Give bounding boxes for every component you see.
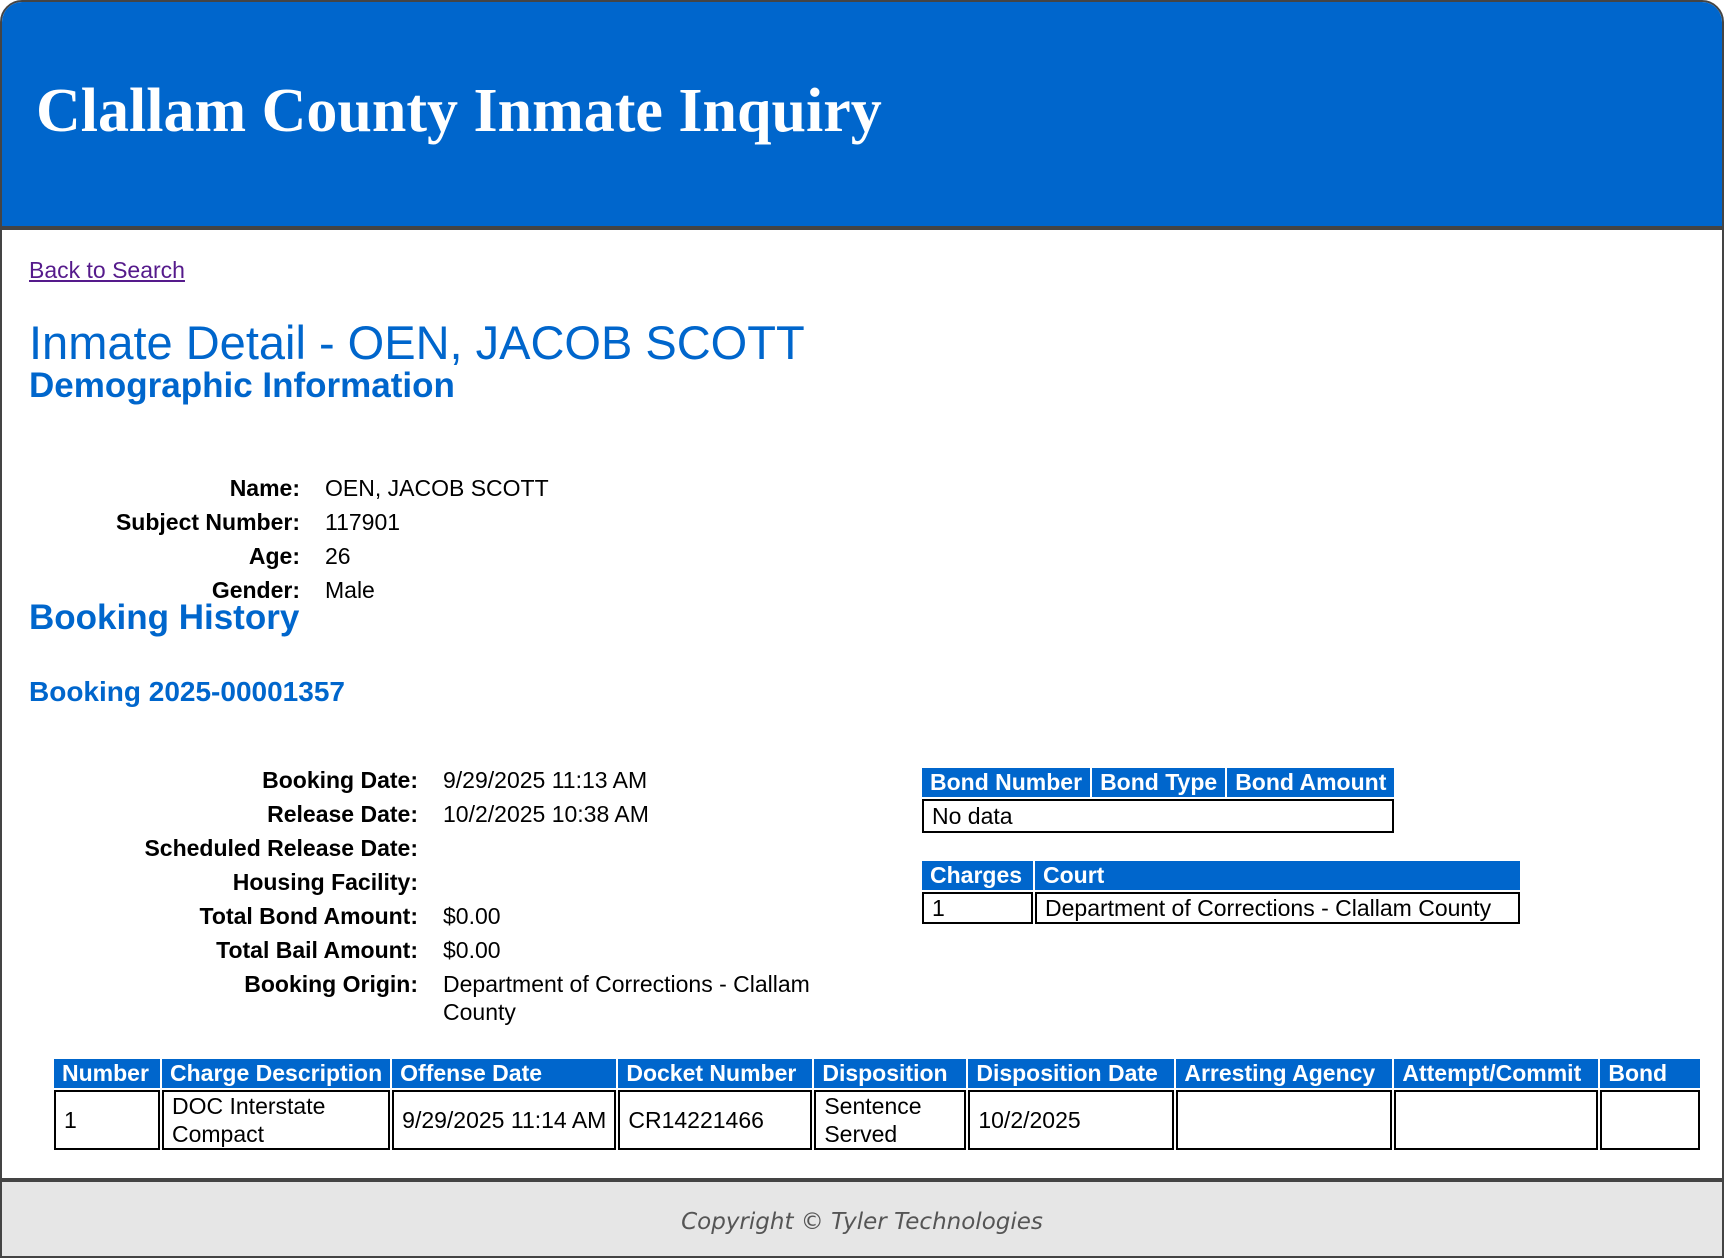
field-label: Scheduled Release Date: [144,835,418,861]
field-value: OEN, JACOB SCOTT [325,475,549,501]
arresting-agency-cell [1176,1090,1392,1150]
site-title: Clallam County Inmate Inquiry [36,77,882,145]
field-label: Release Date: [267,801,418,827]
no-data-cell: No data [922,799,1394,833]
field-value: $0.00 [443,903,501,929]
column-header: Docket Number [618,1059,812,1088]
back-to-search-link[interactable]: Back to Search [29,257,185,283]
column-header: Bond Number [922,768,1090,797]
column-header: Attempt/Commit [1394,1059,1598,1088]
field-label: Housing Facility: [232,869,418,895]
column-header: Disposition [814,1059,966,1088]
field-value: Male [325,577,375,603]
booking-history-title: Booking History [29,598,300,637]
column-header: Charges [922,861,1033,890]
column-header: Arresting Agency [1176,1059,1392,1088]
charges-cell: 1 [922,892,1033,924]
cell-line: Sentence [824,1093,922,1119]
site-header [2,2,1722,230]
column-header: Offense Date [392,1059,616,1088]
court-table [920,859,1522,926]
field-label: Booking Date: [262,767,418,793]
table-row [922,892,1520,924]
field-value-line2: County [443,999,516,1025]
cell-line: Served [824,1121,898,1147]
cell-line: DOC Interstate [172,1093,326,1119]
field-value-line1: Department of Corrections - Clallam [443,971,810,997]
court-cell: Department of Corrections - Clallam County [1035,892,1520,924]
number-cell: 1 [54,1090,160,1150]
cell-line: Compact [172,1121,265,1147]
table-row [922,799,1394,833]
site-footer [2,1178,1722,1258]
disposition-cell [814,1090,966,1150]
booking-title: Booking 2025-00001357 [29,676,345,707]
attempt-commit-cell [1394,1090,1598,1150]
field-label: Subject Number: [115,509,300,535]
disposition-date-cell: 10/2/2025 [968,1090,1174,1150]
field-value: 10/2/2025 10:38 AM [443,801,649,827]
column-header: Charge Description [162,1059,390,1088]
bond-cell [1600,1090,1700,1150]
docket-number-cell: CR14221466 [618,1090,812,1150]
offense-date-cell: 9/29/2025 11:14 AM [392,1090,616,1150]
bond-table [920,766,1396,835]
field-value: 9/29/2025 11:13 AM [443,767,648,793]
field-value: 117901 [325,509,401,535]
field-label: Gender: [211,577,300,603]
field-value: $0.00 [443,937,501,963]
field-label: Total Bond Amount: [199,903,418,929]
field-label: Booking Origin: [244,971,418,997]
field-label: Age: [248,543,300,569]
field-value: 26 [325,543,351,569]
column-header: Bond Amount [1227,768,1394,797]
column-header: Bond Type [1092,768,1225,797]
page-title: Inmate Detail - OEN, JACOB SCOTT [29,316,805,369]
column-header: Court [1035,861,1520,890]
charge-table [52,1057,1702,1152]
table-row [54,1090,1700,1150]
column-header: Number [54,1059,160,1088]
charge-description-cell [162,1090,390,1150]
demographic-section-title: Demographic Information [29,366,455,405]
copyright-text: Copyright © Tyler Technologies [681,1209,1043,1235]
column-header: Bond [1600,1059,1700,1088]
field-label: Total Bail Amount: [216,937,418,963]
column-header: Disposition Date [968,1059,1174,1088]
main-content [2,230,1722,1179]
field-label: Name: [229,475,300,501]
